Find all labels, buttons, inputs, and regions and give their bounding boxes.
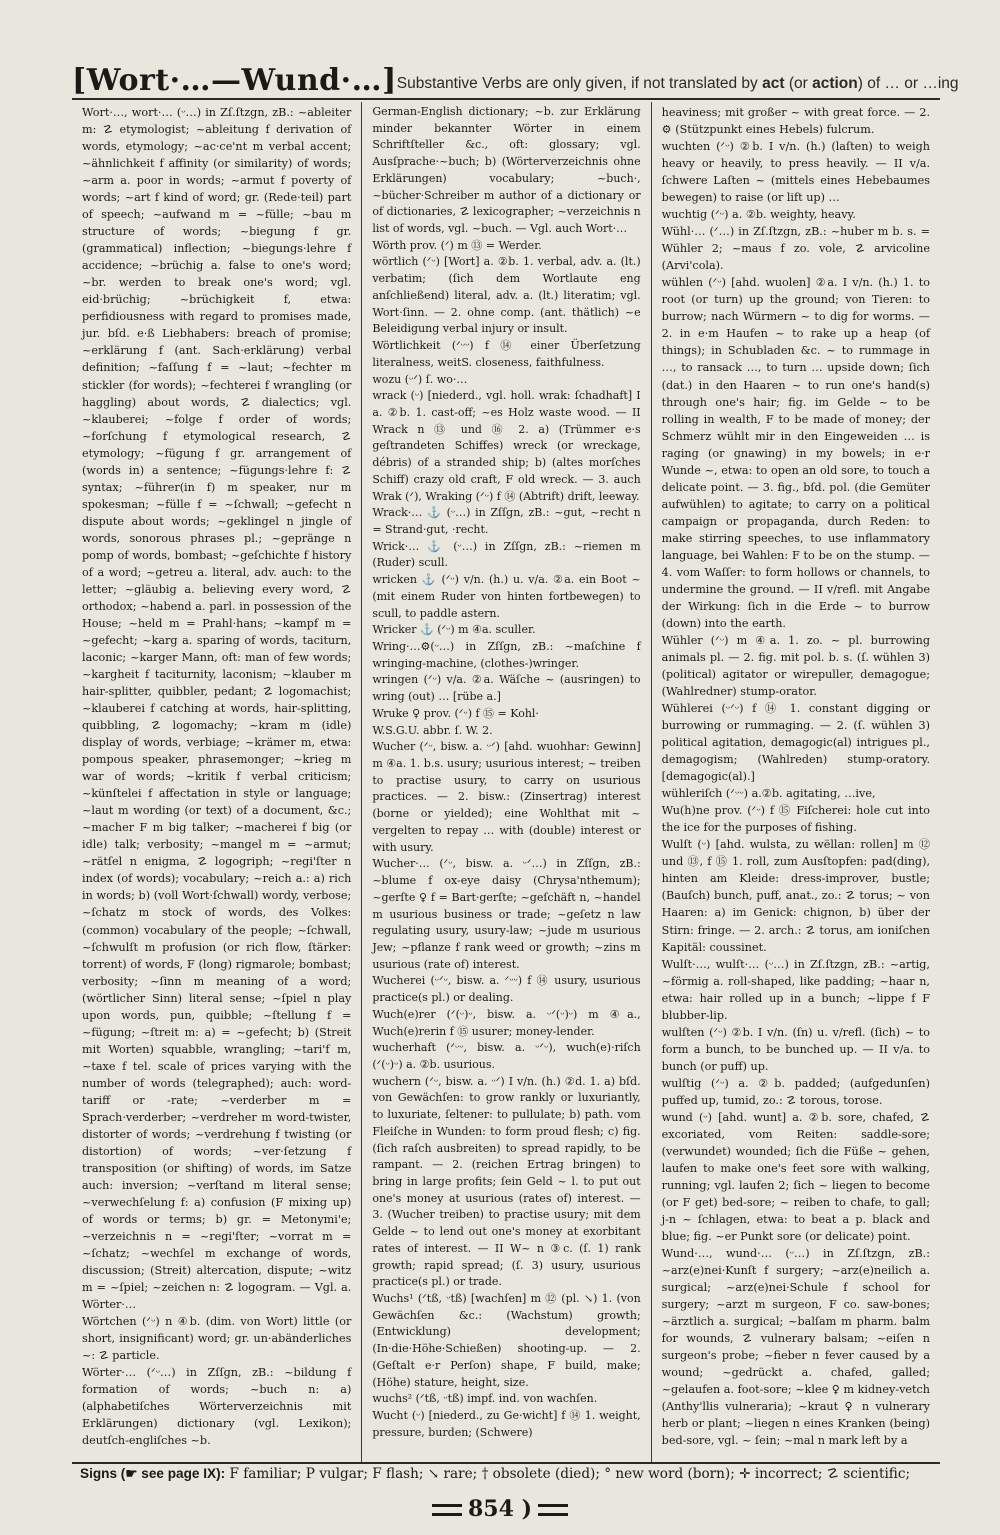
dictionary-entry: Wuch(e)rer (ᐟ(ᵕ)ᵕ, bisw. a. ᵕᐟ(ᵕ)ᵕ) m ④a., Wuch(e)rerin f ⑮ usurer; money-lender. [372, 1007, 641, 1038]
dictionary-entry: wuchten (ᐟᵕ) ②b. I v/n. (h.) (laſten) to weigh heavy or heavily, to press heavily. — II v/a. ſchwere Laſten ~ (mittels eines Hebebaumes bewegen) to raise (or lift up) … [661, 140, 930, 205]
dictionary-entry: Wuchs¹ (ᐟtß, ᵕtß) [wachſen] m ⑫ (pl. ↘) 1. (von Gewächſen &c.: (Wachstum) growth; (Entwicklung) development; (In·die·Höhe·Schießen) shooting-up. — 2. (Geſtalt e·r Perſon) shape, F build, make; (Höhe) stature, height, size. [372, 1292, 641, 1389]
page-header [72, 58, 959, 98]
dictionary-entry: Wörter·… (ᐟᵕ…) in Zſſgn, zB.: ~bildung f formation of words; ~buch n: a) (alphabetiſches Wörterverzeichnis mit Erklärungen) dictionary (vgl. Lexikon); deutſch-engliſches ~b. [82, 1366, 352, 1448]
dictionary-entry: Wulſt·…, wulſt·… (ᵕ…) in Zſ.ſtzgn, zB.: ~artig, ~förmig a. roll-shaped, like padding; ~haar n, etwa: hair rolled up in a bunch; ~lippe f F blubber-lip. [661, 957, 930, 1022]
dictionary-entry: Wucher·… (ᐟᵕ, bisw. a. ᵕᐟ…) in Zſſgn, zB.: ~blume f ox-eye daisy (Chrysa'nthemum); ~gerſte ♀ f = Bart·gerſte; ~geſchäft n, ~handel m usurious business or trade; ~geſetz n law regulating usury, usury-law; ~jude m usurious Jew; ~pflanze f rank weed or growth; ~zins m usurious (rate of) interest. [372, 857, 641, 971]
dictionary-entry: wörtlich (ᐟᵕ) [Wort] a. ②b. 1. verbal, adv. a. (lt.) verbatim; (ſich dem Wortlaute eng anſchließend) literal, adv. a. (lt.) literatim; vgl. Wort·ſinn. — 2. ohne comp. (ant. thätlich) ~e Beleidigung verbal injury or insult. [372, 255, 641, 336]
dictionary-entry: heaviness; mit großer ~ with great force. — 2. ⚙ (Stützpunkt eines Hebels) fulcrum. [661, 106, 930, 137]
footer-rule [72, 1462, 940, 1464]
dictionary-entry: Wrick·… ⚓ (ᵕ…) in Zſſgn, zB.: ~riemen m (Ruder) scull. [372, 539, 641, 570]
dictionary-entry: wucherhaft (ᐟᵕᵕ, bisw. a. ᵕᐟᵕ), wuch(e)·riſch (ᐟ(ᵕ)ᵕ) a. ②b. usurious. [372, 1041, 641, 1071]
dictionary-entry: Wu(h)ne prov. (ᐟᵕ) f ⑮ Fiſcherei: hole cut into the ice for the purposes of fishing. [661, 804, 930, 835]
dictionary-entry: Wort·…, wort·… (ᵕ…) in Zſ.ſtzgn, zB.: ~ableiter m: ☡ etymologist; ~ableitung f derivation of words, etymology; ~ac·ce'nt m verbal accent; ~ähnlichkeit f affinity (or similarity) of words; ~arm a. poor in words; ~armut f poverty of words; ~art f kind of word; gr. (Rede·teil) part of speech; ~aufwand m = ~fülle; ~bau m structure of words; ~biegung f gr. (grammatical) inflection; ~biegungs·lehre f accidence; ~brüchig a. false to one's word; ~br. werden to break one's word; vgl. eid·brüchig; ~brüchigkeit f, etwa: perfidiousness with regard to promises made, jur. bſd. e·ß Liebhabers: breach of promise; ~erklärung f (ant. Sach·erklärung) verbal definition; ~faſſung f = ~laut; ~fechter m stickler (for words); ~fechterei f wrangling (or haggling) about words, ☡ dialectics; vgl. ~klauberei; ~folge f order of words; ~forſchung f etymological research, ☡ etymology; ~fügung f gr. arrangement of (words in) a sentence; ~fügungs·lehre f: ☡ syntax; ~führer(in f) m speaker, nur m spokesman; ~fülle f = ~ſchwall; ~gefecht n dispute about words; ~geklingel n jingle of words, sonorous phrases pl.; ~gepränge n pomp of words, bombast; ~geſchichte f history of a word; ~getreu a. literal, adv. auch: to the letter; ~gläubig a. believing every word, ☡ orthodox; ~habend a. parl. in possession of the House; ~held m = Prahl·hans; ~kampf m = ~gefecht; ~karg a. sparing of words, taciturn, laconic; ~karger Mann, oft: man of few words; ~kargheit f taciturnity, laconism; ~klauber m hair-splitter, quibbler, pedant; ☡ logomachist; ~klauberei f catching at words, hair-splitting, quibbling, ☡ logomachy; ~kram m (idle) display of words, verbiage; ~krämer m, etwa: pompous speaker, phrasemonger; ~krieg m war of words; ~kritik f verbal criticism; ~künſtelei f affectation in style or language; ~laut m wording (or text) of a document, &c.; ~macher F m big talker; ~macherei f big (or idle) talk; verbosity; ~mangel m = ~armut; ~rätſel n enigma, ☡ logogriph; ~regi'ſter n index (of words); vocabulary; ~reich a.: a) rich in words; b) (voll Wort·ſchwall) wordy, verbose; ~ſchatz m stock of words, des Volkes: (common) vocabulary of the people; ~ſchwall, ~ſchwulſt m profusion (or rich flow, ſtärker: torrent) of words, F (long) rigmarole; bombast; verbosity; ~ſinn m meaning of a word; (wörtlicher Sinn) literal sense; ~ſpiel n play upon words, pun, quibble; ~ſtellung f = ~fügung; ~ſtreit m: a) = ~gefecht; b) (Streit mit Worten) squabble, wrangling; ~tari'f m, ~taxe f tel. scale of prices varying with the number of words (telegraphed); auch: word-tariff or -rate; ~verderber m = Sprach·verderber; ~verdreher m word-twister, distorter of words; ~verdrehung f twisting (or distortion) of words; ~ver·ſetzung f transposition (or shifting) of words, im Satze auch: inversion; ~verſtand m literal sense; ~verwechſelung f: a) confusion (F mixing up) of words or terms; b) gr. = Metonymi'e; ~verzeichnis n = ~regi'ſter; ~vorrat m = ~ſchatz; ~wechſel m exchange of words, discussion; (Streit) altercation, dispute; ~witz m = ~ſpiel; ~zeichen n: ☡ logogram. — Vgl. a. Wörter·… [82, 106, 352, 1312]
column-2 [361, 102, 650, 1462]
header-note-of: ) of … or …ing [857, 75, 959, 92]
signs-legend [80, 1466, 940, 1488]
dictionary-entry: wozu (ᵕᐟ) ſ. wo·… [372, 372, 468, 386]
dictionary-entry: Wörtchen (ᐟᵕ) n ④b. (dim. von Wort) little (or short, insignificant) word; gr. un·abänderliches ~: ☡ particle. [82, 1315, 352, 1363]
dictionary-entry: wricken ⚓ (ᐟᵕ) v/n. (h.) u. v/a. ②a. ein Boot ~ (mit einem Ruder von hinten fortbewegen) to scull, to paddle astern. [372, 573, 641, 620]
page-title: [Wort·…—Wund·…] [72, 63, 397, 98]
dictionary-entry: German-English dictionary; ~b. zur Erklärung minder bekannter Wörter in einem Schriftſteller &c., oft: glossary; vgl. Ausſprache·~buch; b) (Wörterverzeichnis ohne Erklärungen) vocabulary; ~buch·, ~bücher·Schreiber m author of a dictionary or of dictionaries, ☡ lexicographer; ~verzeichnis n list of words, vgl. ~buch. — Vgl. auch Wort·… [372, 105, 641, 236]
header-note-text: Substantive Verbs are only given, if not translated by [396, 75, 763, 92]
dictionary-entry: Wucher (ᐟᵕ, bisw. a. ᵕᐟ) [ahd. wuohhar: Gewinn] m ④a. 1. b.s. usury; usurious interest; ~ treiben to practise usury, to carry on usurious practices. — 2. bisw.: (Zinsertrag) interest (borne or yielded); eine Wohlthat mit ~ vergelten to repay … with (double) interest or with usury. [372, 740, 641, 854]
text-columns [72, 102, 940, 1462]
dictionary-entry: Wucht (ᵕ) [niederd., zu Ge·wicht] f ⑭ 1. weight, pressure, burden; (Schwere) [372, 1409, 641, 1439]
dictionary-entry: wuchs² (ᐟtß, ᵕtß) impf. ind. von wachſen. [372, 1392, 598, 1406]
dictionary-entry: Wruke ♀ prov. (ᐟᵕ) f ⑮ = Kohl· [372, 706, 539, 720]
header-note-act: act [762, 75, 785, 92]
dictionary-entry: wulſten (ᐟᵕ) ②b. I v/n. (ſn) u. v/refl. (ſich) ~ to form a bunch, to be bunched up. — II v/a. to bunch (or puff) up. [661, 1025, 930, 1073]
header-note [397, 75, 959, 98]
header-note-action: action [812, 75, 858, 92]
dictionary-entry: Wühl·… (ᐟ…) in Zſ.ſtzgn, zB.: ~huber m b. s. = Wühler 2; ~maus f zo. vole, ☡ arvicoline (Arvi'cola). [661, 225, 930, 273]
dictionary-entry: wühleriſch (ᐟᵕᵕ) a.②b. agitating, …ive, [661, 787, 876, 801]
column-1 [72, 102, 361, 1462]
header-note-or: (or [784, 75, 813, 92]
dictionary-entry: Wühlerei (ᵕᐟᵕ) f ⑭ 1. constant digging or burrowing or rummaging. — 2. (ſ. wühlen 3) political agitation, demagogic(al) intrigues pl., demagogism; (Wahlreden) stump-oratory. [demagogic(al).] [661, 702, 930, 784]
dictionary-entry: wuchern (ᐟᵕ, bisw. a. ᵕᐟ) I v/n. (h.) ②d. 1. a) bſd. von Gewächſen: to grow rankly or luxuriantly, to luxuriate, ſeltener: to pullulate; b) path. vom Fleiſche in Wunden: to form proud flesh; c) fig. (ſich raſch ausbreiten) to spread rapidly, to be rampant. — 2. (reichen Ertrag bringen) to bring in large profits; ſein Geld ~ l. to put out one's money at usurious (rates of) interest. — 3. (Wucher treiben) to practise usury; mit dem Gelde ~ to lend out one's money at exorbitant rates of interest. — II W~ n ③c. (ſ. 1) rank growth; rapid spread; (ſ. 3) usury, usurious practice(s pl.) or trade. [372, 1074, 641, 1289]
column-3 [651, 102, 940, 1462]
dictionary-entry: Wring·…⚙(ᵕ…) in Zſſgn, zB.: ~maſchine f wringing-machine, (clothes-)wringer. [372, 640, 641, 670]
header-rule [72, 98, 940, 100]
dictionary-entry: Wrack·… ⚓ (ᵕ…) in Zſſgn, zB.: ~gut, ~recht n = Strand·gut, ·recht. [372, 506, 641, 536]
dictionary-entry: wühlen (ᐟᵕ) [ahd. wuolen] ②a. I v/n. (h.) 1. to root (or turn) up the ground; von Tieren: to burrow; nach Würmern ~ to dig for worms. — 2. in e·m Haufen ~ to rake up a heap (of things); in Schubladen &c. ~ to rummage in …, to ransack …, to turn … upside down; ſich (dat.) in den Haaren ~ to run one's hand(s) through one's hair; fig. im Gelde ~ to be rolling in wealth, F to be made of money; der Schmerz wühlt mir in den Eingeweiden … is raging (or gnawing) in my bowels; in e·r Wunde ~, etwa: to open an old sore, to touch a delicate point. — 3. fig., bſd. pol. (die Gemüter aufwühlen) to agitate; to carry on a political campaign or propaganda, durch Reden: to make stirring speeches, to use inflammatory language, bei Wahlen: F to be on the stump. — 4. vom Waſſer: to form hollows or channels, to undermine the ground. — II v/refl. mit Angabe der Wirkung: ſich in die Erde ~ to burrow (down) into the earth. [661, 276, 930, 630]
signs-items: F familiar; P vulgar; F flash; ↘ rare; † obsolete (died); ° new word (born); ✛ incorrect; ☡ scientific; [229, 1466, 911, 1482]
dictionary-entry: wulſtig (ᐟᵕ) a. ②b. padded; (aufgedunſen) puffed up, tumid, zo.: ☡ torous, torose. [661, 1076, 930, 1107]
right-ornament [538, 1504, 568, 1516]
dictionary-entry: Wörtlichkeit (ᐟᵕᵕ) f ⑭ einer Überſetzung literalness, weitS. closeness, faithfulness. [372, 339, 641, 369]
dictionary-entry: Wucherei (ᵕᐟᵕ, bisw. a. ᐟᵕᵕ) f ⑭ usury, usurious practice(s pl.) or dealing. [372, 974, 641, 1005]
dictionary-entry: wringen (ᐟᵕ) v/a. ②a. Wäſche ~ (ausringen) to wring (out) … [rübe a.] [372, 673, 641, 704]
dictionary-entry: Wühler (ᐟᵕ) m ④a. 1. zo. ~ pl. burrowing animals pl. — 2. fig. mit pol. b. s. (ſ. wühlen 3) (political) agitator or wirepuller, demagogue; (Wahlredner) stump-orator. [661, 633, 930, 699]
page-number-text: 854 [467, 1496, 514, 1522]
dictionary-entry: wuchtig (ᐟᵕ) a. ②b. weighty, heavy. [661, 208, 856, 222]
dictionary-entry: W.S.G.U. abbr. ſ. W. 2. [372, 723, 493, 737]
left-ornament [432, 1504, 462, 1516]
signs-label: Signs (☛ see page IX): [80, 1466, 226, 1481]
dictionary-entry: wund (ᵕ) [ahd. wunt] a. ②b. sore, chafed, ☡ excoriated, vom Reiten: saddle-sore; (verwundet) wounded; ſich die Füße ~ gehen, laufen to make one's feet sore with walking, running; vgl. laufen 2; ſich ~ liegen to become (or F get) bed-sore; ~ reiben to chafe, to gall; j-n ~ ſchlagen, etwa: to beat a p. black and blue; fig. ~er Punkt sore (or delicate) point. [661, 1110, 930, 1244]
dictionary-entry: Wricker ⚓ (ᐟᵕ) m ④a. sculler. [372, 623, 536, 637]
dictionary-entry: Wulſt (ᵕ) [ahd. wulsta, zu wëllan: rollen] m ⑫ und ⑬, f ⑮ 1. roll, zum Ausſtopfen: pad(ding), hinten am Kleide: dress-improver, bustle; (Bauſch) bunch, puff, anat., zo.: ☡ torus; ~ von Haaren: a) im Genick: chignon, b) über der Stirn: fringe. — 2. arch.: ☡ torus, am ioniſchen Kapitäl: coussinet. [661, 838, 930, 954]
dictionary-entry: Wörth prov. (ᐟ) m ⑬ = Werder. [372, 238, 542, 252]
dictionary-entry: Wund·…, wund·… (ᵕ…) in Zſ.ſtzgn, zB.: ~arz(e)nei·Kunſt f surgery; ~arz(e)neilich a. surgical; ~arz(e)nei·Schule f school for surgery; ~arzt m surgeon, F co. saw-bones; ~ärztlich a. surgical; ~balſam m pharm. balm for wounds, ☡ vulnerary balsam; ~eiſen n surgeon's probe; ~fieber n fever caused by a wound; ~gedrückt a. chafed, galled; ~gelaufen a. foot-sore; ~klee ♀ m kidney-vetch (Anthy'llis vulneraria); ~kraut ♀ n vulnerary herb or plant; ~liegen n eines Kranken (being) bed-sore, vgl. ~ ſein; ~mal n mark left by a [661, 1247, 931, 1448]
dictionary-entry: wrack (ᵕ) [niederd., vgl. holl. wrak: ſchadhaft] I a. ②b. 1. cast-off; ~es Holz waste wood. — II Wrack n ⑬ und ⑯ 2. a) (Trümmer e·s geſtrandeten Schiffes) wreck (or wreckage, débris) of a stranded ship; b) (altes morſches Schiff) crazy old craft, F old wreck. — 3. auch Wrak (ᐟ), Wraking (ᐟᵕ) f ⑭ (Abtrift) drift, leeway. [372, 389, 641, 503]
page-number: 854 ) [400, 1496, 600, 1526]
